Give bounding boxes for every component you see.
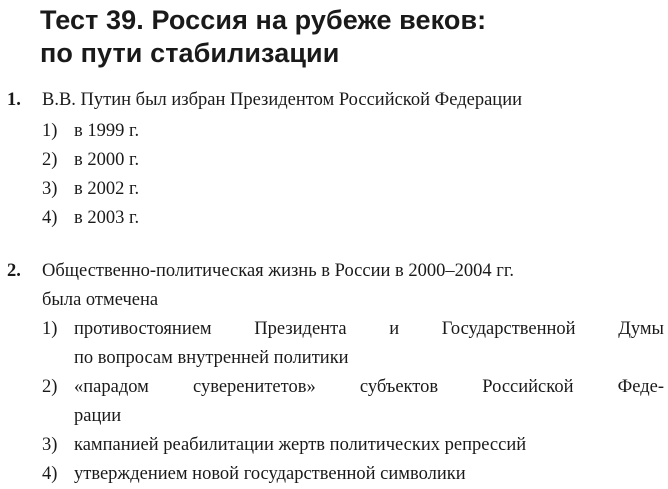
question-text-line: Общественно-политическая жизнь в России в 2000–2004 гг. [42,261,514,281]
option-text: в 1999 г. [74,121,140,141]
option-number: 4) [42,208,58,228]
option-text: кампанией реабилитации жертв политических репрессий [74,435,527,455]
question-text-line: была отмечена [42,290,159,310]
option-number: 2) [42,377,58,397]
option-number: 1) [42,121,58,141]
question-number: 1. [7,90,21,110]
answer-option-2[interactable] [42,146,664,175]
option-number: 4) [42,464,58,484]
option-text: в 2000 г. [74,150,140,170]
test-title-line-1: Тест 39. Россия на рубеже веков: [40,5,487,35]
answer-option-3[interactable] [42,431,664,460]
question-1 [0,86,668,236]
answer-option-1[interactable] [42,117,664,146]
question-text-line: В.В. Путин был избран Президентом Российской Федерации [42,90,522,110]
option-text-continuation: рации [74,406,122,426]
option-text-continuation: по вопросам внутренней политики [74,348,349,368]
option-number: 3) [42,179,58,199]
question-2 [0,257,668,485]
option-text: «парадом суверенитетов» субъектов Российской Феде- [74,377,664,397]
option-text: противостоянием Президента и Государственной Думы [74,319,664,339]
option-number: 3) [42,435,58,455]
answer-options [42,117,664,233]
answer-option-1[interactable] [42,315,664,373]
question-number: 2. [7,261,21,281]
answer-options [42,315,664,489]
answer-option-2[interactable] [42,373,664,431]
option-text: утверждением новой государственной символики [74,464,466,484]
answer-option-4[interactable] [42,204,664,233]
option-number: 2) [42,150,58,170]
question-text [42,257,662,315]
option-number: 1) [42,319,58,339]
answer-option-3[interactable] [42,175,664,204]
option-text: в 2003 г. [74,208,140,228]
test-title [40,4,660,70]
option-text: в 2002 г. [74,179,140,199]
question-text [42,86,662,115]
test-title-line-2: по пути стабилизации [40,38,340,68]
